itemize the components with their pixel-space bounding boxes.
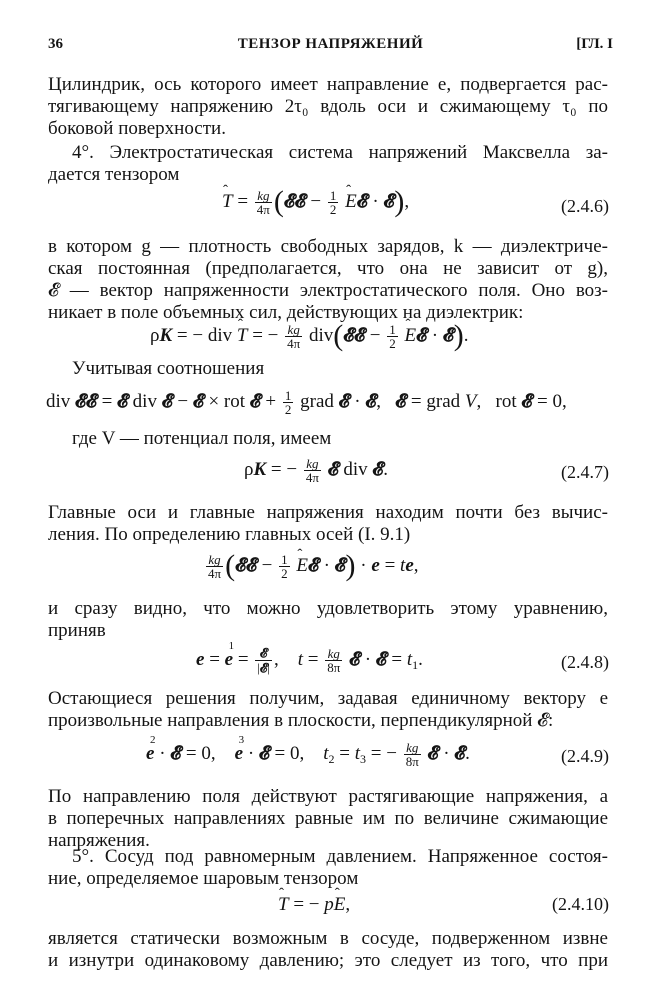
paragraph-principal-axes bbox=[48, 502, 608, 546]
text-line: 5°. Сосуд под равномерным давлением. Напряженное состоя- bbox=[72, 846, 608, 867]
text-line: произвольные направления в плоскости, перпендикулярной 𝓔: bbox=[48, 710, 554, 731]
text-line: дается тензором bbox=[48, 164, 180, 185]
text-line: ская постоянная (предполагается, что она не зависит от g), bbox=[48, 258, 608, 279]
text-line: является статически возможным в сосуде, подверженном извне bbox=[48, 928, 608, 949]
equation-2-4-10: ˆ T = − pˆ E, bbox=[278, 892, 350, 918]
equation-number: (2.4.8) bbox=[561, 652, 609, 672]
running-title: ТЕНЗОР НАПРЯЖЕНИЙ bbox=[237, 36, 424, 52]
equation-relations: div 𝓔𝓔 = 𝓔 div 𝓔 − 𝓔 × rot 𝓔 + $\frac{1}{2}$ grad 𝓔 · 𝓔, 𝓔 = grad V, rot 𝓔 = 0, bbox=[46, 388, 567, 418]
text-line: в поперечных направлениях равные им по величине сжимающие bbox=[48, 808, 608, 829]
equation-body-force: ρK = − div ˆ T = − $\frac{kg}{4\pi}$ div(𝓔𝓔 − $\frac{1}{2}$ ˆ E𝓔 · 𝓔). bbox=[150, 322, 468, 350]
equation-2-4-6: ˆ T = $\frac{kg}{4\pi}$ (𝓔𝓔 − $\frac{1}{2}$ ˆ E𝓔 · 𝓔), bbox=[222, 188, 409, 216]
text-line: никает в поле объемных сил, действующих на диэлектрик: bbox=[48, 302, 524, 323]
paragraph-potential bbox=[48, 428, 608, 450]
running-header bbox=[48, 36, 613, 58]
text-line: Учитывая соотношения bbox=[72, 358, 265, 379]
text-line: По направлению поля действуют растягивающие напряжения, а bbox=[48, 786, 608, 807]
page-number: 36 bbox=[48, 36, 63, 52]
text-line: и сразу видно, что можно удовлетворить этому уравнению, bbox=[48, 598, 608, 619]
equation-number: (2.4.10) bbox=[552, 894, 609, 914]
paragraph-where bbox=[48, 236, 608, 324]
paragraph-maxwell bbox=[48, 142, 608, 186]
text-line: напряжения. bbox=[48, 830, 150, 851]
equation-2-4-7: ρK = − $\frac{kg}{4\pi}$ 𝓔 div 𝓔. bbox=[244, 456, 388, 486]
paragraph-static bbox=[48, 928, 608, 972]
text-line: ления. По определению главных осей (I. 9.1) bbox=[48, 524, 411, 545]
text-line: приняв bbox=[48, 620, 106, 641]
paragraph-obvious bbox=[48, 598, 608, 642]
text-line: ние, определяемое шаровым тензором bbox=[48, 868, 359, 889]
chapter-label: [ГЛ. I bbox=[576, 36, 613, 52]
text-line: тягивающему напряжению 2τ₀ вдоль оси и сжимающему τ₀ по bbox=[48, 96, 608, 117]
text-line: 𝓔 — вектор напряженности электростатического поля. Оно воз- bbox=[48, 280, 608, 301]
text-line: где V — потенциал поля, имеем bbox=[72, 428, 332, 449]
paragraph-relations bbox=[48, 358, 608, 380]
paragraph-field-direction bbox=[48, 786, 608, 852]
equation-2-4-9: 2 e · 𝓔 = 0, 3 e · 𝓔 = 0, $t_2 = t_3$ = − $\frac{kg}{8\pi}$ 𝓔 · 𝓔. bbox=[146, 734, 470, 770]
paragraph-vessel bbox=[48, 846, 608, 890]
text-line: Главные оси и главные напряжения находим почти без вычис- bbox=[48, 502, 608, 523]
text-line: Остающиеся решения получим, задавая единичному вектору e bbox=[48, 688, 608, 709]
text-line: Цилиндрик, ось которого имеет направление e, подвергается рас- bbox=[48, 74, 608, 95]
text-line: и изнутри одинаковому давлению; это следует из того, что при bbox=[48, 950, 608, 971]
equation-number: (2.4.6) bbox=[561, 196, 609, 216]
paragraph-cylinder bbox=[48, 74, 608, 140]
text-line: в котором g — плотность свободных зарядов, k — диэлектриче- bbox=[48, 236, 608, 257]
text-line: боковой поверхности. bbox=[48, 118, 226, 139]
equation-number: (2.4.7) bbox=[561, 462, 609, 482]
equation-2-4-8: e = 1 e = $\frac{\text{𝓔}}{\text{|𝓔|}}$ , t = $\frac{kg}{8\pi}$ 𝓔 · 𝓔 = $t_1$. bbox=[196, 640, 423, 677]
text-line: 4°. Электростатическая система напряжений Максвелла за- bbox=[72, 142, 608, 163]
equation-eigen: $\frac{kg}{4\pi}$ (𝓔𝓔 − $\frac{1}{2}$ ˆ E𝓔 · 𝓔) · e = te, bbox=[204, 552, 419, 580]
paragraph-remaining bbox=[48, 688, 608, 732]
equation-number: (2.4.9) bbox=[561, 746, 609, 766]
